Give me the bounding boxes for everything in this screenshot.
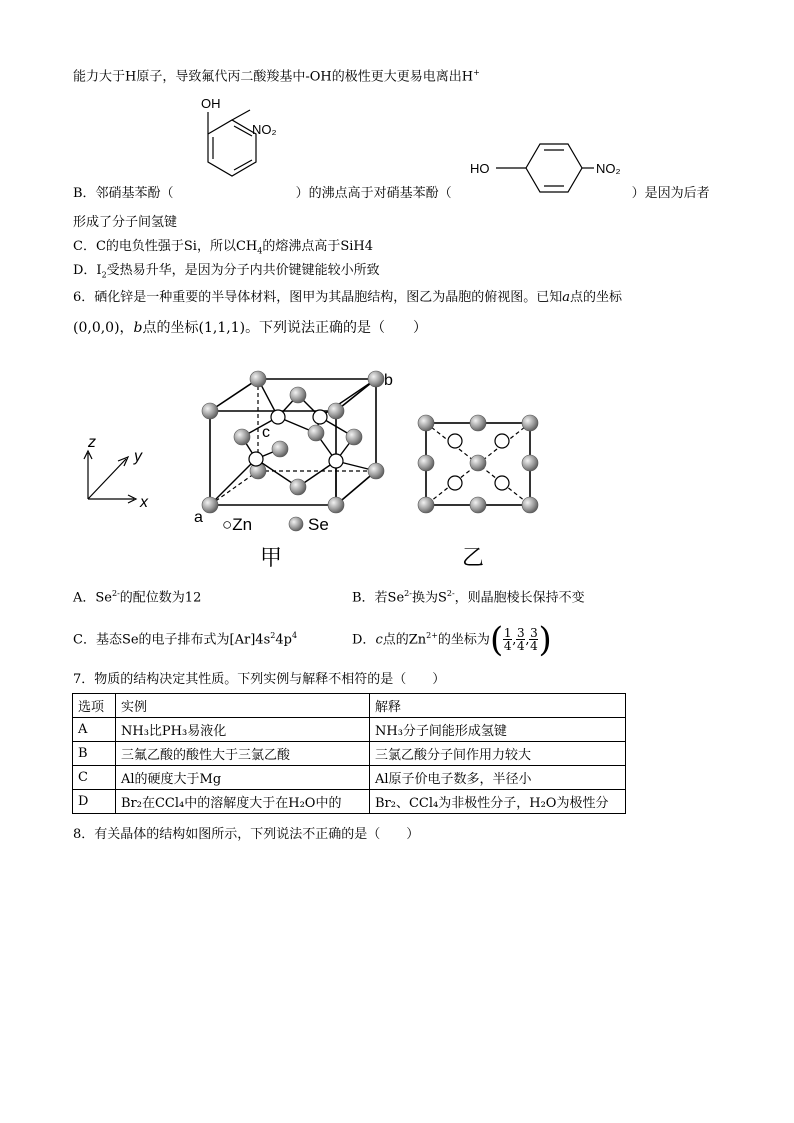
q6-option-b [352,585,585,607]
axis-z: z [88,434,96,451]
q6-b-mid: 换为S [411,590,447,606]
label-a: a [194,509,203,526]
top-view [418,415,538,513]
header-explanation: 解释 [370,694,626,718]
q6-a-sup: 2- [112,589,120,598]
q6-text2: 点的坐标 [570,290,623,305]
h-plus-superscript: + [473,68,480,77]
fraction-3: $\frac{3}{4}$ [530,626,538,654]
legend-se: Se [308,515,329,534]
label-c: c [262,424,270,441]
q6-a-rest: 的配位数为12 [119,590,202,606]
znse-crystal-figure [70,355,570,575]
option-d-text1: D．I [73,263,102,278]
row-c-example: Al的硬度大于Mg [116,766,370,790]
row-d-option: D [73,790,116,814]
q7-table [72,693,626,814]
i2-subscript: 2 [101,270,107,280]
option-d-text2: 受热易升华，是因为分子内共价键键能较小所致 [106,263,380,278]
row-d-example: Br₂在CCl₄中的溶解度大于在H₂O中的 [116,790,370,814]
ho-label: HO [470,161,490,176]
ch4-subscript: 4 [257,246,263,256]
option-b-part1: B．邻硝基苯酚（ [73,186,174,201]
row-a-explanation: NH₃分子间能形成氢键 [370,718,626,742]
q6-option-d: D．c点的$Zn^{2+}$的坐标为( $\frac{1}{4}$ , $\frac{3}{4}$ , $\frac{3}{4}$ ) [352,619,552,660]
row-a-example: NH₃比PH₃易液化 [116,718,370,742]
label-b: b [384,372,393,389]
option-d-line [73,262,380,285]
no2-label: NO₂ [252,122,277,137]
explanation-text: 能力大于H原子，导致氟代丙二酸羧基中-OH的极性更大更易电离出H [73,69,474,85]
q6-d-text3: 的坐标为 [437,632,490,648]
header-example: 实例 [116,694,370,718]
continued-explanation [73,64,480,86]
q6-b-sup: 2- [404,589,412,598]
caption-jia: 甲 [260,545,283,570]
left-paren: ( [489,619,504,660]
option-b-continued: 形成了分子间氢键 [73,215,178,230]
row-b-option: B [73,742,116,766]
row-b-example: 三氟乙酸的酸性大于三氯乙酸 [116,742,370,766]
q6-a-italic: a [562,290,571,305]
q6-text4: 点的坐标 [142,320,199,336]
question-7-stem: 7．物质的结构决定其性质。下列实例与解释不相符的是（ ） [73,672,446,687]
coordinate-axes [84,451,136,503]
table-header-row [73,694,626,718]
oh-label: OH [201,96,221,111]
row-c-explanation: Al原子价电子数多，半径小 [370,766,626,790]
legend-se-symbol [289,517,303,531]
q6-b-italic: b [133,320,143,336]
option-c-line [73,238,373,261]
header-option: 选项 [73,694,116,718]
q6-option-c [73,627,297,649]
ortho-nitrophenol-structure [180,94,300,194]
no2-para-label: NO₂ [596,161,621,176]
table-row [73,742,626,766]
axis-y: y [134,448,142,465]
row-a-option: A [73,718,116,742]
q6-option-a [73,585,201,607]
question-6-coords [73,319,427,337]
q6-d-text2: 点的Zn [382,632,427,648]
question-8-stem: 8．有关晶体的结构如图所示，下列说法不正确的是（ ） [73,827,420,842]
right-paren: ) [538,619,552,660]
fraction-2: $\frac{3}{4}$ [517,626,525,654]
q6-comma: ， [119,320,134,336]
q6-d-text1: D． [352,632,376,648]
table-row [73,790,626,814]
fraction-1: $\frac{1}{4}$ [503,626,512,654]
row-d-explanation: Br₂、CCl₄为非极性分子，H₂O为极性分 [370,790,626,814]
q6-b-sup2: 2- [446,589,455,598]
coord-a: (0,0,0) [73,320,120,336]
q6-c-mid: 4p [275,632,292,648]
question-6-stem [73,289,622,307]
q6-d-c-italic: c [375,632,383,648]
q6-b-rest: ，则晶胞棱长保持不变 [454,590,585,606]
q6-text5: 。下列说法正确的是（ ） [245,320,428,336]
row-c-option: C [73,766,116,790]
q6-c-text: C．基态Se的电子排布式为[Ar]4s [73,632,271,648]
option-c-text: C．C的电负性强于Si，所以CH [73,239,258,254]
q6-b-text: B．若Se [352,590,405,606]
axis-x: x [140,494,148,511]
q6-c-sup: 2 [270,631,276,640]
q6-d-sup: 2+ [426,631,438,640]
caption-yi: 乙 [462,545,485,570]
q6-text1: 6．硒化锌是一种重要的半导体材料，图甲为其晶胞结构，图乙为晶胞的俯视图。已知 [73,290,563,305]
table-row [73,766,626,790]
option-b-line [73,185,710,203]
option-c-text2: 的熔沸点高于SiH4 [262,239,374,254]
table-row [73,718,626,742]
row-b-explanation: 三氯乙酸分子间作用力较大 [370,742,626,766]
coord-b: (1,1,1) [198,320,246,336]
option-b-part3: ）是因为后者 [631,186,710,201]
q6-c-sup2: 4 [291,631,298,640]
q6-a-text: A．Se [73,590,112,606]
legend-zn: ○Zn [222,515,253,534]
option-b-part2: ）的沸点高于对硝基苯酚（ [295,186,452,201]
